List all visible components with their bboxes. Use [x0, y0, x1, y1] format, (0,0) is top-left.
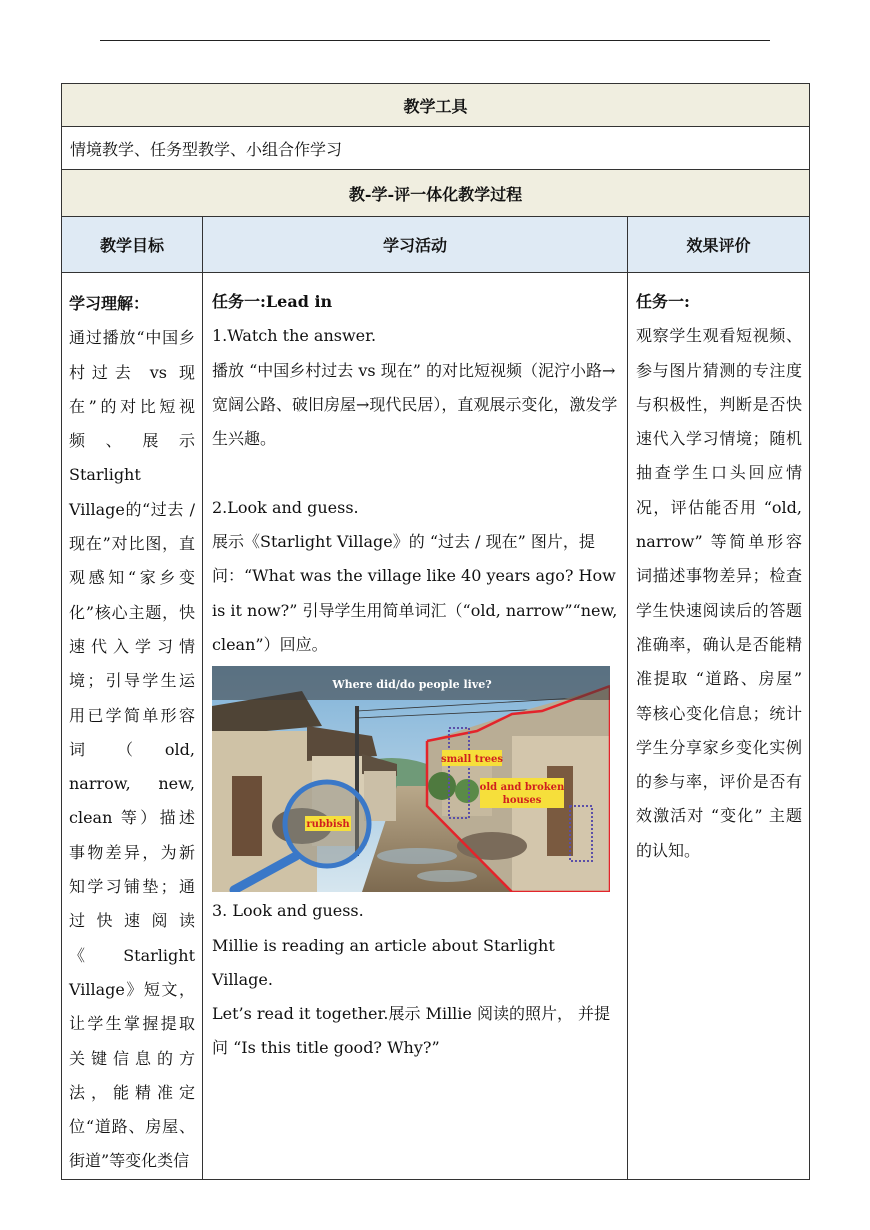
- step3-line1: Millie is reading an article about Starlight Village.: [212, 935, 555, 989]
- lesson-plan-table: [61, 83, 810, 1180]
- col-header-goals: 教学目标: [62, 217, 203, 273]
- label-small-trees: small trees: [440, 754, 504, 766]
- evaluation-cell: [628, 273, 810, 1180]
- goals-cell: [62, 273, 203, 1180]
- step1-title: 1.Watch the answer.: [212, 326, 377, 346]
- col-header-activities: 学习活动: [203, 217, 628, 273]
- teaching-methods: 情境教学、任务型教学、小组合作学习: [62, 127, 810, 170]
- activities-cell: [203, 273, 628, 1180]
- step2-title: 2.Look and guess.: [212, 497, 359, 517]
- header-rule: [100, 40, 770, 41]
- step3-title: 3. Look and guess.: [212, 901, 364, 921]
- col-header-evaluation: 效果评价: [628, 217, 810, 273]
- label-old-broken: old and broken: [479, 782, 565, 794]
- process-header: [62, 170, 810, 217]
- process-header-text: 教-学-评一体化教学过程: [348, 184, 523, 204]
- evaluation-heading: 任务一:: [636, 292, 690, 311]
- tools-header: 教学工具: [62, 84, 810, 127]
- step3-line2: Let’s read it together.展示 Millie 阅读的照片， 并提问 “Is this title good? Why?”: [212, 1004, 611, 1058]
- evaluation-text: 观察学生观看短视频、参与图片猜测的专注度与积极性，判断是否快速代入学习情境；随机抽查学生口头回应情况，评估能否用 “old, narrow” 等简单形容词描述事物差异；检查学生快速阅读后的答题准确率，确认是否能精准提取 “道路、房屋” 等核心变化信息；统计学生分享家乡变化实例的参与率，评价是否有效激活对 “变化” 主题的认知。: [636, 326, 802, 860]
- label-houses: houses: [502, 795, 542, 807]
- goals-heading: 学习理解：: [69, 294, 150, 313]
- image-banner: Where did/do people live?: [332, 678, 492, 692]
- label-rubbish: rubbish: [306, 819, 350, 831]
- village-past-image: [212, 666, 610, 892]
- goals-text: 通过播放“中国乡村过去 vs 现在”的对比短视频、展示Starlight Village的“过去 / 现在”对比图，直观感知“家乡变化”核心主题，快速代入学习情境；引导学生运用已学简单形容词（old, narrow, new, clean 等）描述事物差异，为新知学习铺垫；通过快速阅读《Starlight Village》短文，让学生掌握提取关键信息的方法，能精准定位“道路、房屋、街道”等变化类信: [69, 328, 195, 1171]
- task-title: 任务一:Lead in: [212, 292, 333, 311]
- step1-text: 播放 “中国乡村过去 vs 现在” 的对比短视频（泥泞小路→宽阔公路、破旧房屋→现代民居），直观展示变化，激发学生兴趣。: [212, 360, 618, 449]
- step2-text: 展示《Starlight Village》的 “过去 / 现在” 图片，提问：“What was the village like 40 years ago? How is it now?” 引导学生用简单词汇（“old, narrow”“new, clean”）回应。: [212, 532, 618, 654]
